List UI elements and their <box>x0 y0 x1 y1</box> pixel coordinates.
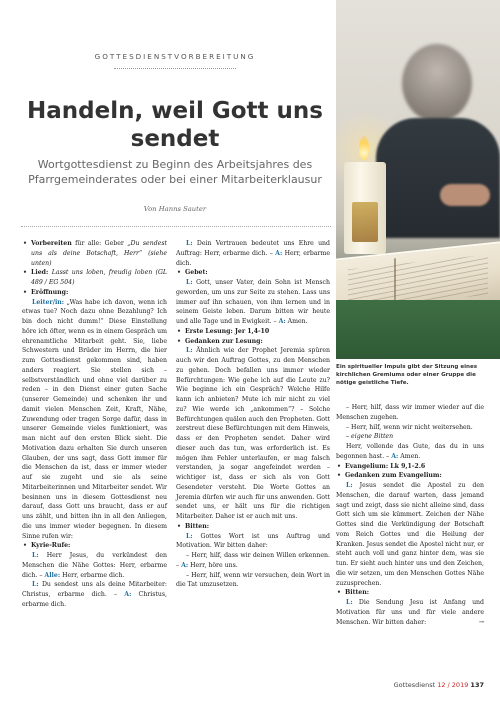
response-text: Christus, erbarme dich. <box>22 591 167 608</box>
item-label: Gedanken zum Evangelium: <box>345 472 442 480</box>
paragraph <box>176 551 330 571</box>
response-text: Herr, erbarme dich. <box>60 571 125 579</box>
header-photo <box>336 0 500 359</box>
list-item <box>336 471 484 481</box>
item-label: Erste Lesung: <box>185 327 233 335</box>
item-label: Gedanken zur Lesung: <box>185 337 263 345</box>
paragraph-text: Die Sendung Jesu ist Anfang und Motivation für uns und für viele andere Menschen. Wir bitten daher: <box>336 599 484 626</box>
item-text: für alle: Geber <box>71 240 128 247</box>
paragraph-text: – Herr, hilf, wenn wir versuchen, dein Wort in die Tat umzusetzen. <box>176 571 330 589</box>
paragraph <box>176 532 330 552</box>
paragraph <box>336 403 484 423</box>
speaker-label: A: <box>391 452 399 460</box>
item-label: Kyrie-Rufe: <box>31 542 71 550</box>
response-text: Amen. <box>285 318 308 325</box>
candle <box>344 162 386 254</box>
list-item <box>22 239 167 268</box>
list-item <box>176 522 330 532</box>
magazine-name: Gottesdienst <box>393 681 436 689</box>
paragraph-text: Herr Jesus, du verkündest den Menschen die Nähe Gottes: Herr, erbarme dich. – <box>22 552 167 579</box>
paragraph <box>176 278 330 327</box>
column-2 <box>176 239 330 590</box>
item-label: Eröffnung: <box>31 288 69 296</box>
paragraph <box>336 481 484 588</box>
photo-caption: Ein spiritueller Impuls gibt der Sitzung eines kirchlichen Gremiums oder einer Gruppe die nötige geistliche Tiefe. <box>336 364 478 386</box>
speaker-label: L: <box>186 347 193 355</box>
item-label: Bitten: <box>345 589 370 597</box>
candle-flame <box>359 136 369 160</box>
person-body <box>376 118 500 238</box>
speaker-label: L: <box>346 482 353 489</box>
speaker-label: A: <box>181 561 189 569</box>
item-text: Lk 9,1-2.6 <box>388 462 426 470</box>
speaker-label: Alle: <box>44 571 61 579</box>
paragraph-text: Du sendest uns als deine Mitarbeiter: Christus, erbarme dich. – <box>22 581 167 598</box>
speaker-label: A: <box>275 249 283 257</box>
paragraph-text: Jesus sendet die Apostel zu den Menschen, die darauf warten, dass jemand sagt und zeigt, dass sie nicht alleine sind, dass Gott sich um sie kümmert. Zeichen der Nähe Gottes sind die Verkündigung der Botschaft vom Reich Gottes und die Heilung der Kranken. Jesus sendet die Apostel nicht nur, er steht auch voll und ganz hinter dem, was sie tun. Er sieht auch hinter uns und den Zeichen, die wir setzen, um den Menschen Gottes Nähe zuzusprechen. <box>336 482 484 587</box>
paragraph <box>336 598 484 627</box>
item-label: Vorbereiten <box>31 240 72 247</box>
list-item <box>176 327 330 337</box>
item-label: Evangelium: <box>345 462 389 470</box>
item-italic: Lasst uns loben, freudig loben (GL 489 / EG 504) <box>31 269 168 286</box>
paragraph-text: Gottes Wort ist uns Auftrag und Motivation. Wir bitten daher: <box>176 532 330 550</box>
paragraph-text: Dein Vertrauen bedeutet uns Ehre und Auftrag: Herr, erbarme dich. – <box>176 240 330 257</box>
paragraph <box>176 346 330 522</box>
column-1 <box>22 239 167 610</box>
list-item <box>176 337 330 347</box>
page-subtitle: Wortgottesdienst zu Beginn des Arbeitsjahres des Pfarrgemeinderates oder bei einer Mitarbeiterklausur <box>28 158 322 186</box>
paragraph-text: Herr, vollende das Gute, das du in uns begonnen hast. – <box>336 443 484 460</box>
response-text: Amen. <box>398 452 421 460</box>
page-number: 137 <box>470 681 484 689</box>
person-hand <box>440 184 490 206</box>
paragraph <box>176 571 330 591</box>
paragraph <box>176 239 330 268</box>
response-text: Herr, erbarme dich. <box>176 249 330 267</box>
speaker-label: Leiter/in: <box>32 298 65 306</box>
speaker-label: A: <box>124 591 132 598</box>
byline: Von Hanns Sauter <box>143 205 207 213</box>
column-3 <box>336 403 484 627</box>
paragraph-text: – Herr, hilf, dass wir deinen Willen erkennen. – <box>176 552 330 569</box>
paragraph-text: – Herr, hilf, dass wir immer wieder auf die Menschen zugehen. <box>336 404 484 421</box>
paragraph-text: Ähnlich wie der Prophet Jeremia spüren auch wir den Auftrag Gottes, zu den Menschen zu gehen. Doch befallen uns immer wieder Befürchtungen: Wie gehe ich auf die Leute zu? Wie beginne ich ein Gespräch? Welche Hilfe kann ich anbieten? Mute ich mir nicht zu viel zu? Wie werde ich „ankommen“? – Solche Befürchtungen quälen auch den Propheten. Gott zerstreut diese Befürchtungen mit dem Hinweis, dass er den Propheten sendet. Daher wird dieser auch das tun, was erforderlich ist. Es mögen ihm Fehler unterlaufen, er mag falsch verstanden, ja sogar angefeindet werden – wichtiger ist, dass er sich als von Gott Gesendeter versteht. Die Worte Gottes an Jeremia dürfen wir auch für uns anwenden. Gott sendet uns, er hält uns für die richtigen Mitarbeiter. Daher ist er auch mit uns. <box>176 347 330 520</box>
list-item <box>176 268 330 278</box>
paragraph <box>22 551 167 580</box>
paragraph-text: – eigene Bitten <box>346 433 394 441</box>
item-text: Jer 1,4-10 <box>232 327 270 335</box>
speaker-label: L: <box>186 532 193 540</box>
paragraph-text: – Herr, hilf, wenn wir nicht weitersehen. <box>346 423 473 431</box>
paragraph-text: Gott, unser Vater, dein Sohn ist Mensch geworden, um uns zur Seite zu stehen. Lass uns immer auf ihn schauen, von ihm lernen und in seinem Geiste leben. Darum bitten wir heute und alle Tage und in Ewigkeit. – <box>176 279 330 325</box>
speaker-label: L: <box>186 240 193 247</box>
header-divider <box>21 226 331 227</box>
item-label: Lied: <box>31 269 49 277</box>
item-label: Gebet: <box>185 269 208 277</box>
issue-number: 12 / 2019 <box>437 681 469 689</box>
kicker-divider <box>114 68 236 69</box>
item-label: Bitten: <box>185 522 210 530</box>
response-text: Herr, höre uns. <box>188 561 238 569</box>
speaker-label: L: <box>32 581 39 589</box>
page-footer <box>380 681 484 689</box>
speaker-label: L: <box>186 279 193 286</box>
paragraph <box>22 298 167 542</box>
speaker-label: L: <box>346 599 353 606</box>
paragraph <box>336 432 484 442</box>
list-item <box>336 462 484 472</box>
continue-arrow-icon: → <box>478 618 484 626</box>
item-italic: „Du sendest uns als deine Botschaft, Herr“ (siehe unten) <box>31 240 167 267</box>
list-item <box>22 288 167 298</box>
list-item <box>22 268 167 288</box>
page-title: Handeln, weil Gott uns sendet <box>27 98 323 152</box>
paragraph <box>22 580 167 609</box>
table-cloth <box>336 300 500 359</box>
speaker-label: L: <box>32 552 39 559</box>
section-kicker: GOTTESDIENSTVORBEREITUNG <box>94 52 256 61</box>
paragraph-text: „Was habe ich davon, wenn ich etwas tue? Noch dazu ohne Bezahlung? Ich bin doch nicht dumm!“ Diese Einstellung höre ich öfter, wenn es in einem Gespräch um ehrenamtliche Mitarbeit geht. Sie, liebe Schwestern und Brüder im Herrn, die hier zum Gottesdienst gekommen sind, haben anders reagiert. Sie stellen sich – selbstverständlich und ohne viel darüber zu reden – in den Dienst einer guten Sache (unserer Gemeinde) und schenken ihr und damit vielen Menschen Zeit, Kraft, Nähe, Zuwendung oder tragen Sorge dafür, dass in unserer Gemeinde vieles funktioniert, was man nicht auf den ersten Blick sieht. Die Motivation dazu erhalten Sie durch unseren Glauben, der uns sagt, dass Gott immer für die Menschen da ist, dass er immer wieder auf sie zugeht und sie als seine Mitarbeiterinnen und Mitarbeiter sendet. Wir besinnen uns in diesem Gottesdienst neu darauf, dass Gott uns braucht, dass er auf uns zählt, und bitten ihn in all den Anliegen, die uns immer wieder begegnen. In diesem Sinne rufen wir: <box>22 298 167 540</box>
list-item <box>336 588 484 598</box>
speaker-label: A: <box>278 318 286 325</box>
person-head <box>402 44 472 122</box>
paragraph <box>336 423 484 433</box>
list-item <box>22 541 167 551</box>
paragraph <box>336 442 484 462</box>
